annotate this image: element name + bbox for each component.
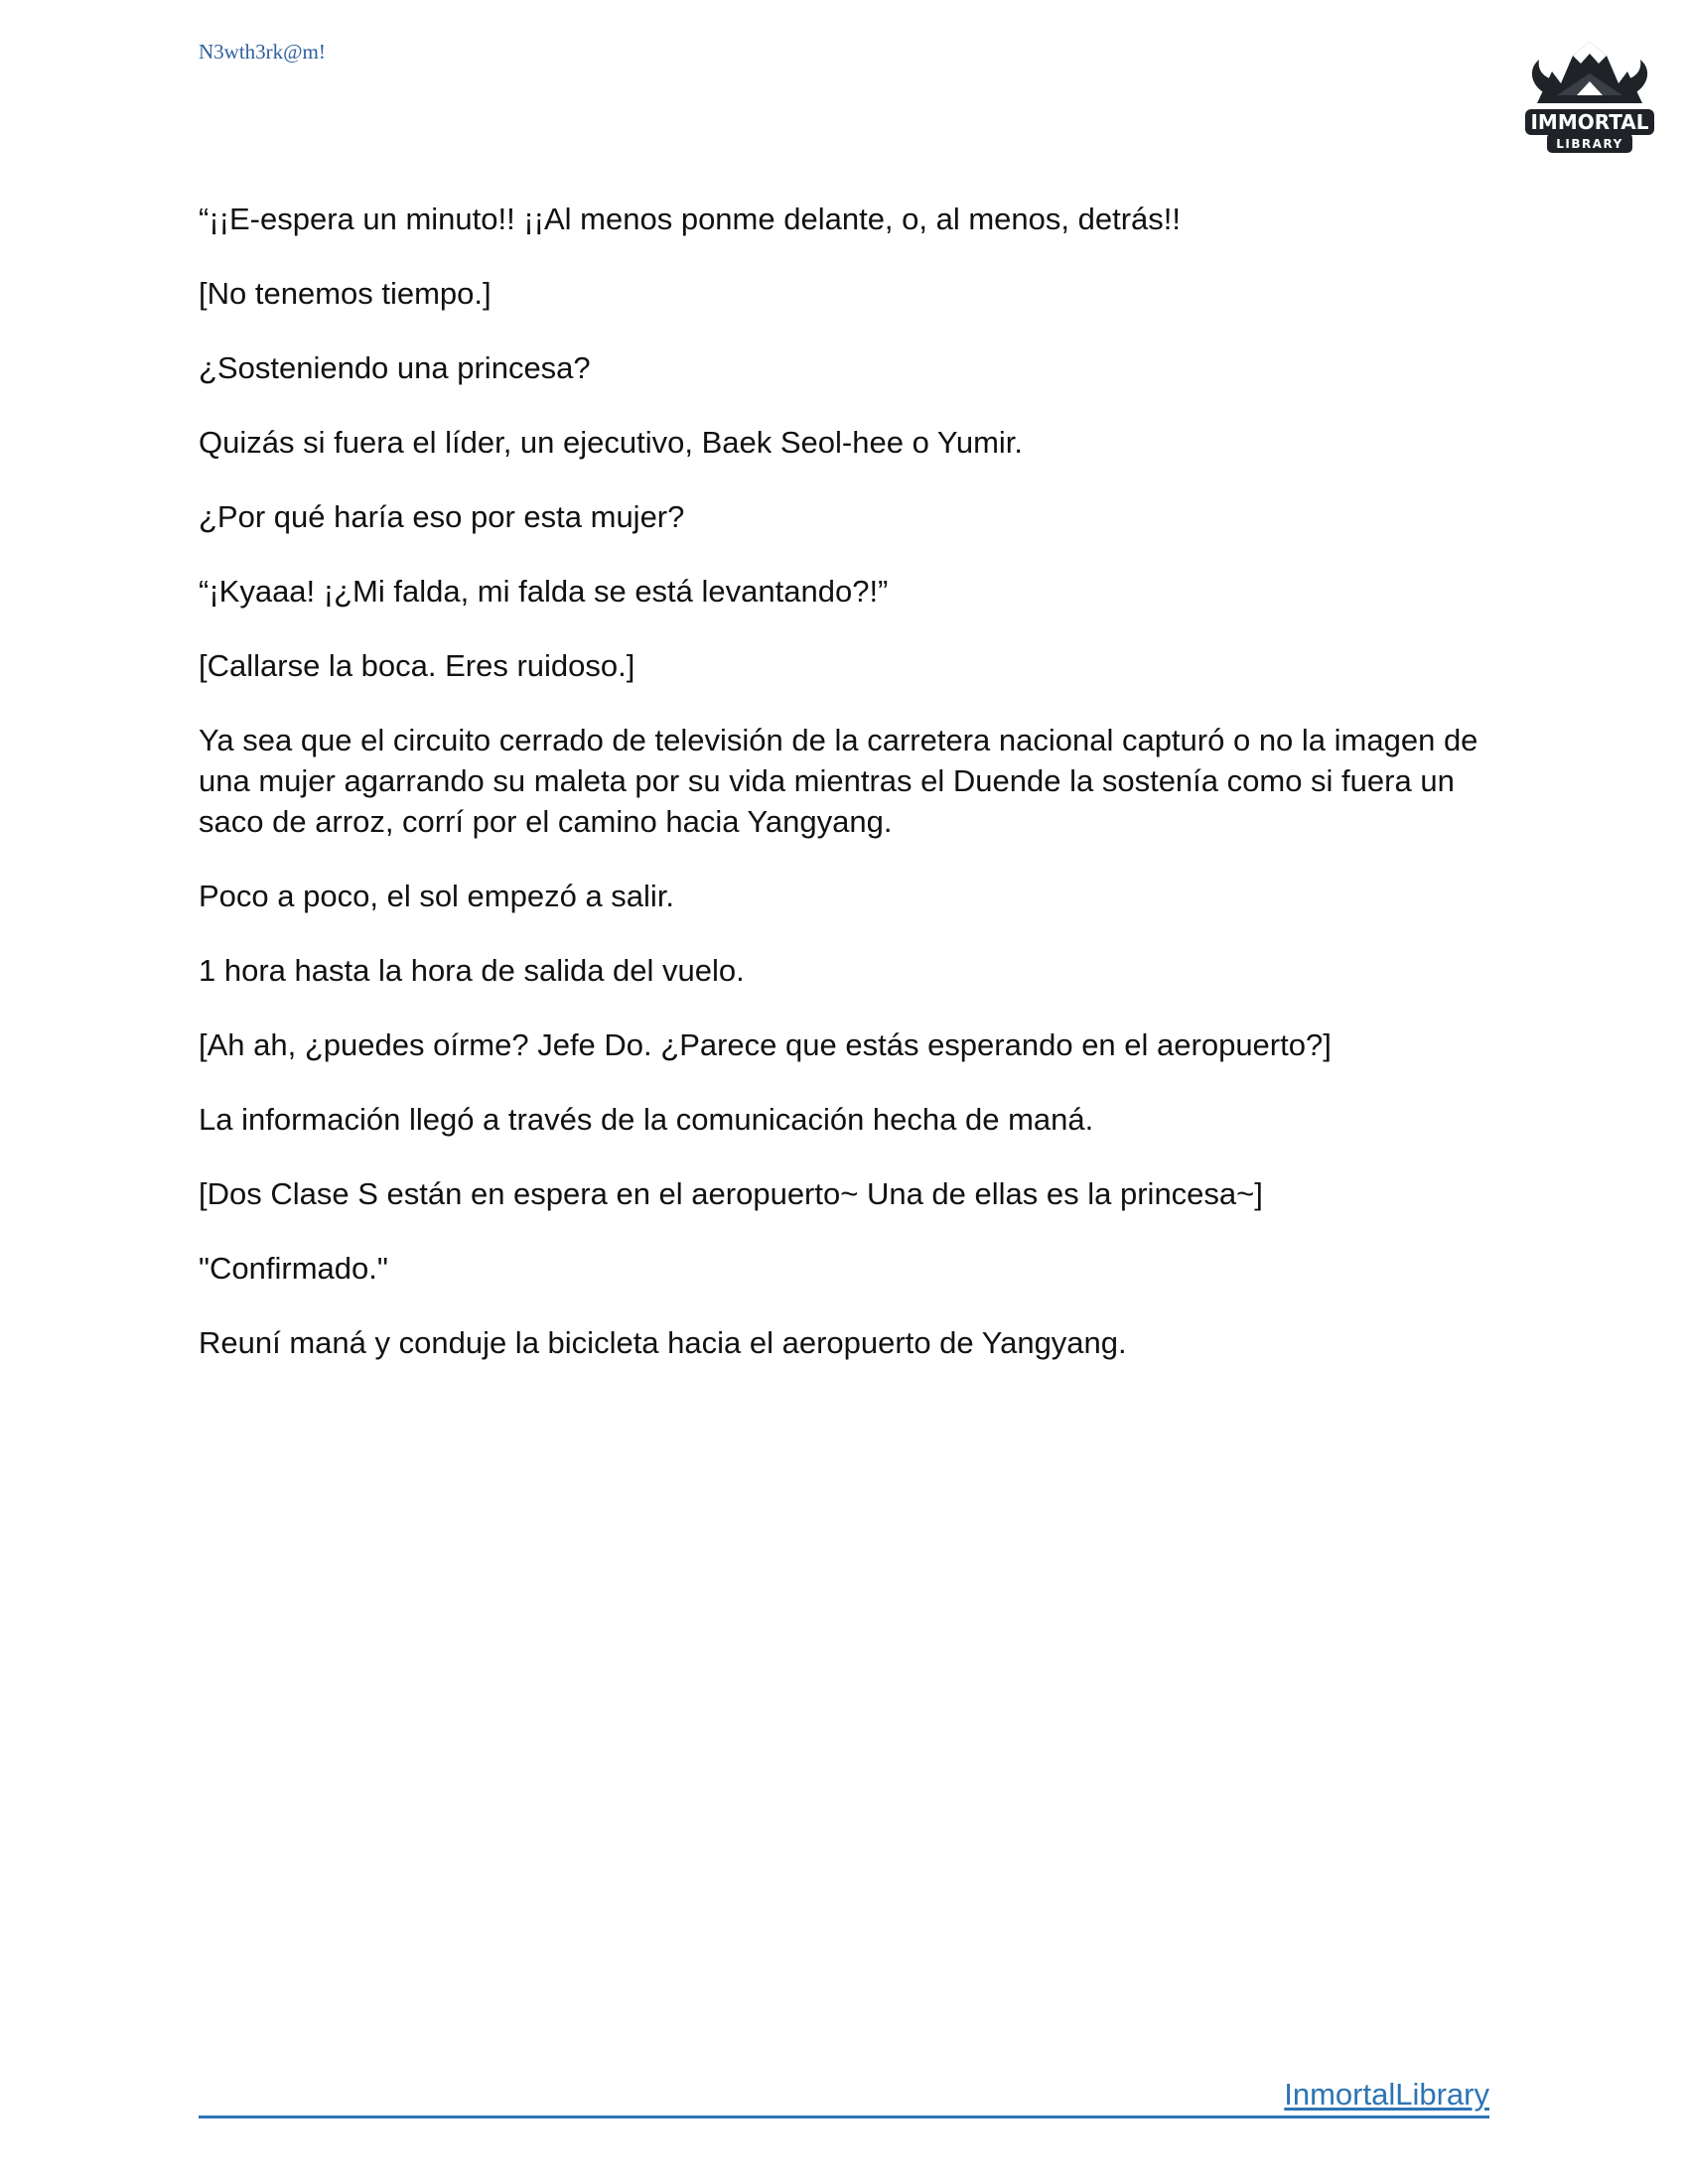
header-watermark: N3wth3rk@m! <box>199 40 326 64</box>
paragraph: [Dos Clase S están en espera en el aeropuerto~ Una de ellas es la princesa~] <box>199 1176 1263 1211</box>
paragraph: “¡¡E-espera un minuto!! ¡¡Al menos ponme delante, o, al menos, detrás!! <box>199 202 1182 236</box>
footer-divider <box>199 2116 1489 2118</box>
paragraph: “¡Kyaaa! ¡¿Mi falda, mi falda se está levantando?!” <box>199 574 889 609</box>
footer-library-link[interactable]: InmortalLibrary <box>1284 2077 1489 2112</box>
logo-bottom-word: LIBRARY <box>1556 137 1623 151</box>
paragraph: Ya sea que el circuito cerrado de televisión de la carretera nacional capturó o no la imagen de una mujer agarrando su maleta por su vida mientras el Duende la sostenía como si fuera un saco de arroz, corrí por el camino hacia Yangyang. <box>199 723 1478 839</box>
paragraph: Reuní maná y conduje la bicicleta hacia el aeropuerto de Yangyang. <box>199 1325 1127 1360</box>
paragraph: Quizás si fuera el líder, un ejecutivo, Baek Seol-hee o Yumir. <box>199 425 1024 460</box>
paragraph: ¿Por qué haría eso por esta mujer? <box>199 499 685 534</box>
paragraph: ¿Sosteniendo una princesa? <box>199 350 591 385</box>
logo-top-word: IMMORTAL <box>1530 110 1649 134</box>
logo-emblem-icon <box>1517 34 1662 165</box>
paragraph: 1 hora hasta la hora de salida del vuelo. <box>199 953 745 988</box>
paragraph: La información llegó a través de la comunicación hecha de maná. <box>199 1102 1094 1137</box>
paragraph: "Confirmado." <box>199 1251 388 1286</box>
paragraph: [Ah ah, ¿puedes oírme? Jefe Do. ¿Parece que estás esperando en el aeropuerto?] <box>199 1027 1332 1062</box>
paragraph: [Callarse la boca. Eres ruidoso.] <box>199 648 635 683</box>
immortal-library-logo <box>1517 34 1662 165</box>
document-body <box>199 199 1489 1397</box>
paragraph: [No tenemos tiempo.] <box>199 276 492 311</box>
paragraph: Poco a poco, el sol empezó a salir. <box>199 879 675 913</box>
